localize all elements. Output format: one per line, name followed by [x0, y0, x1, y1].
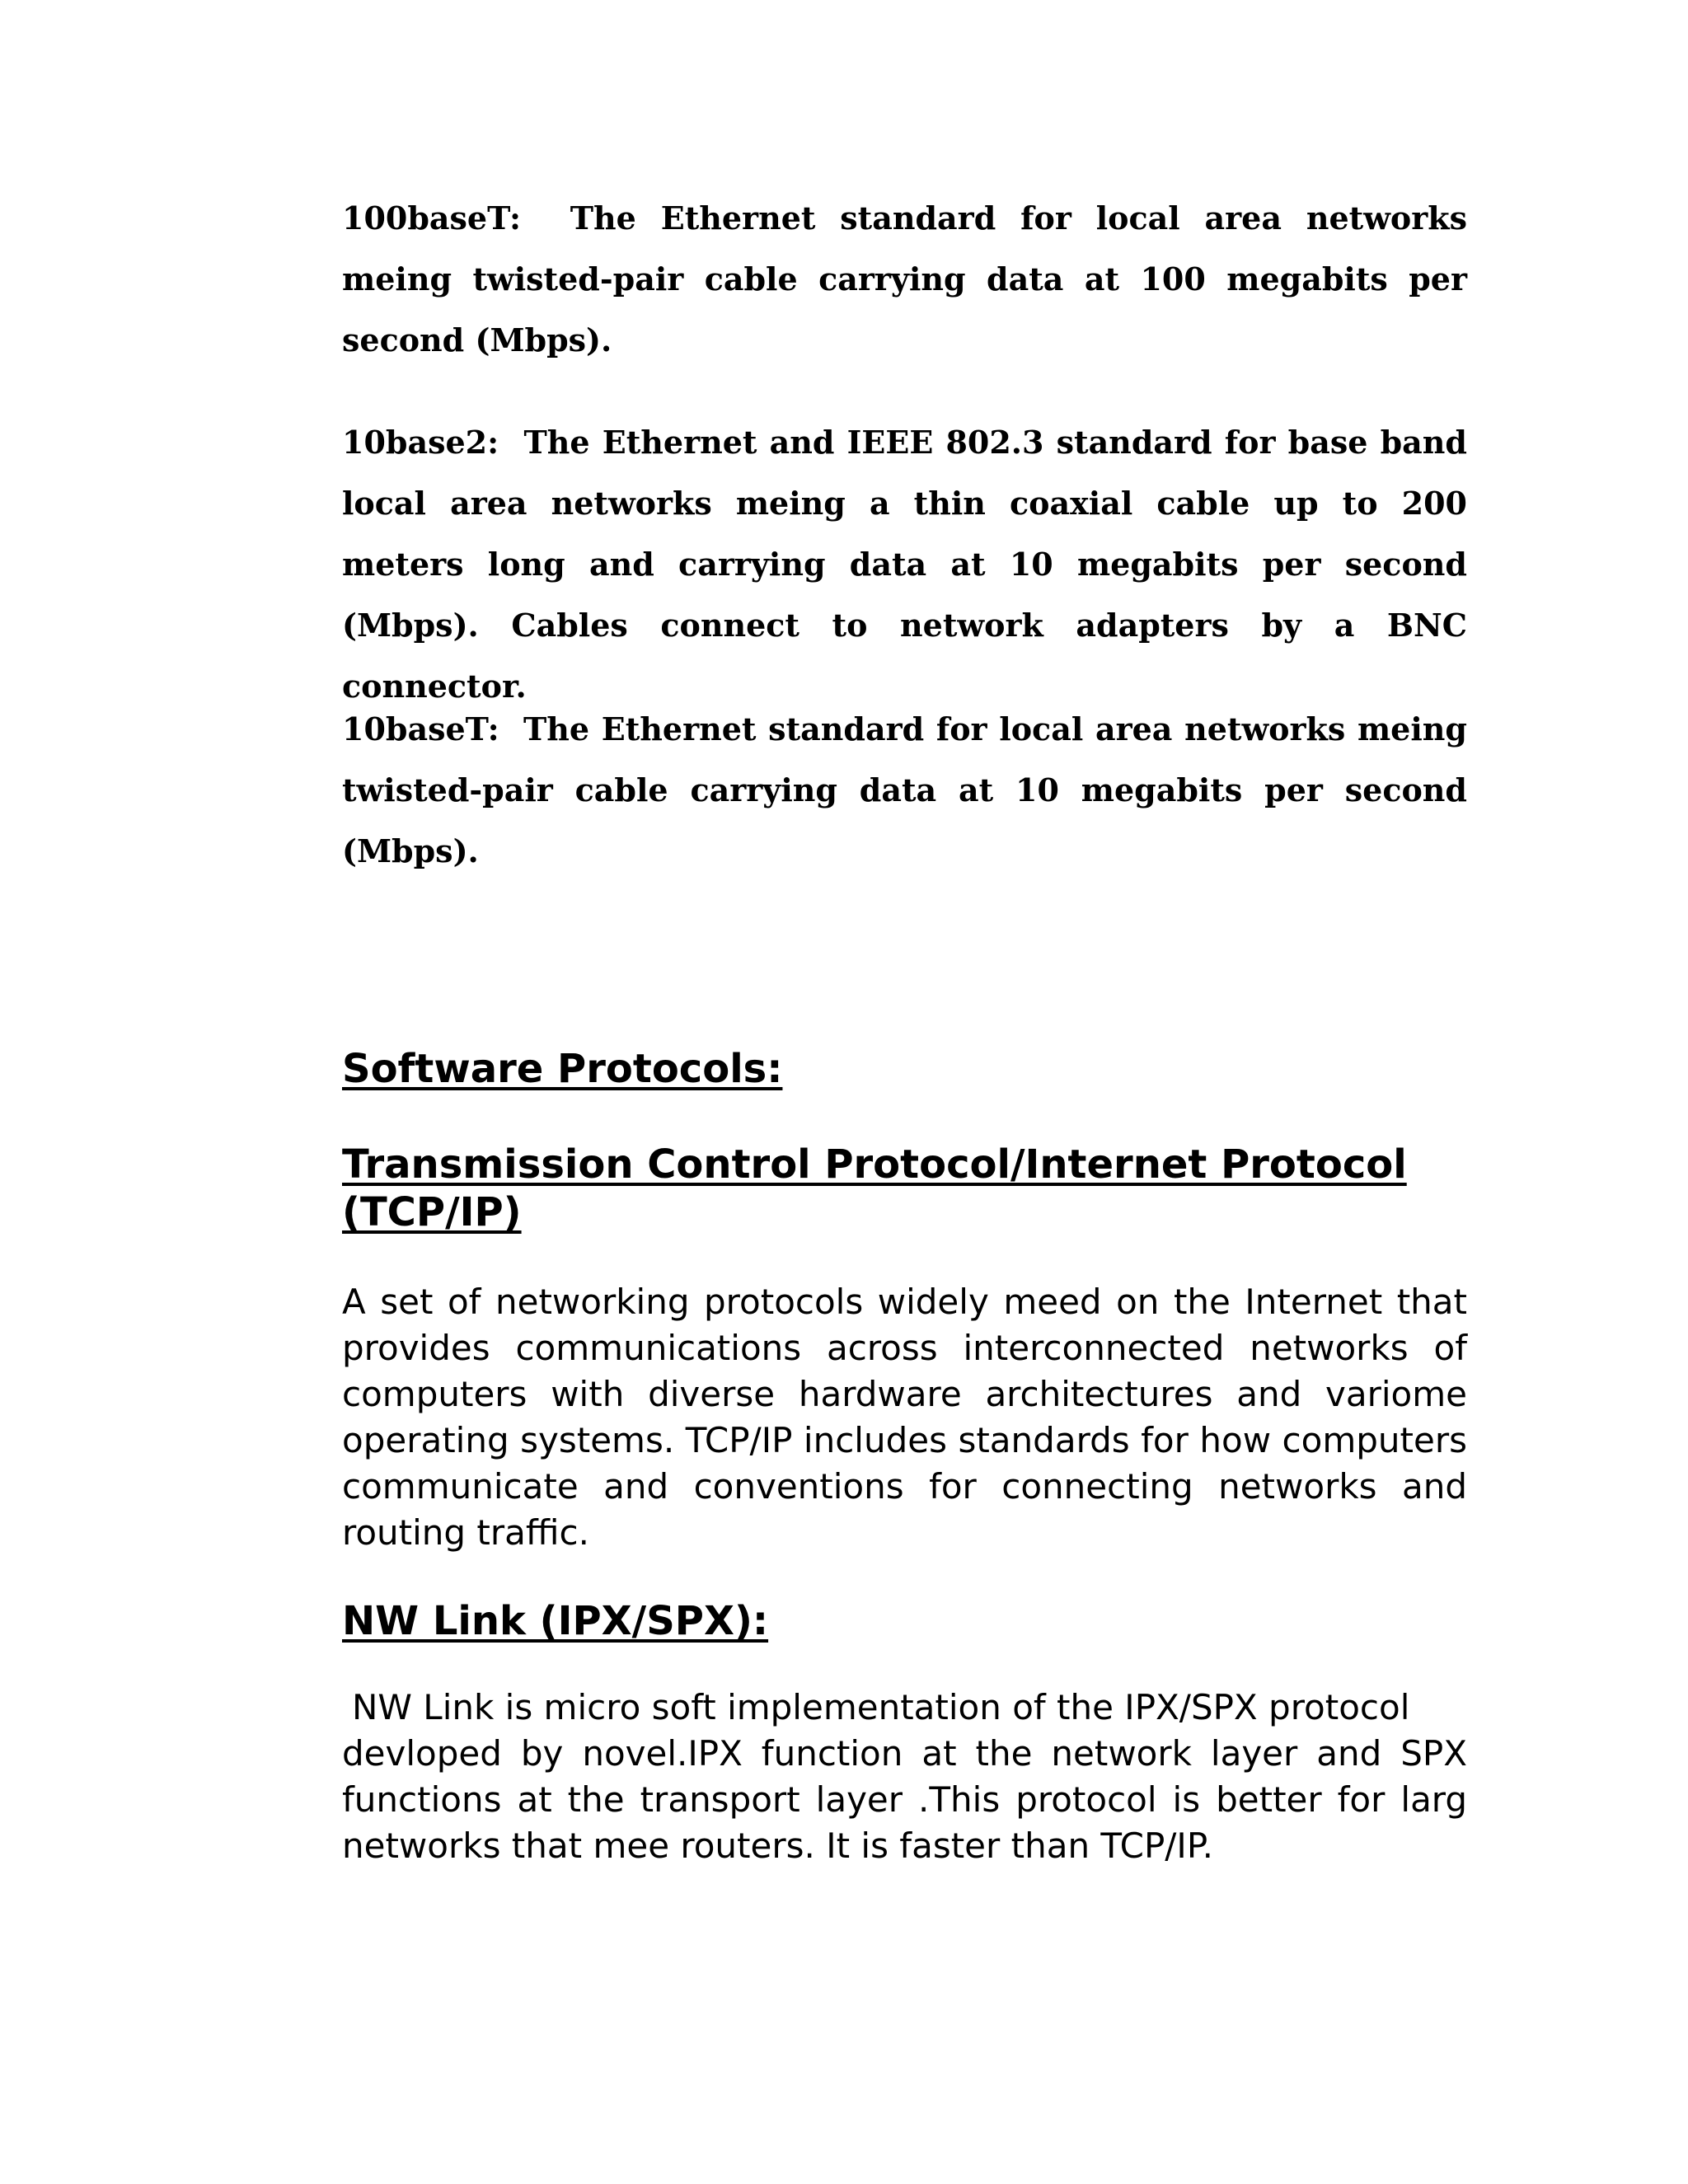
- nwlink-body-line1: NW Link is micro soft implementation of the IPX/SPX protocol: [352, 1687, 1410, 1727]
- nwlink-heading-block: [342, 1597, 1467, 1645]
- nwlink-body-rest: devloped by novel.IPX function at the network layer and SPX functions at the transport layer .This protocol is better for larg networks that mee routers. It is faster than TCP/IP.: [342, 1733, 1467, 1866]
- definition-term: 10base2:: [342, 424, 499, 461]
- software-protocols-section: [342, 1045, 1467, 1093]
- definition-term: 10baseT:: [342, 710, 499, 748]
- definition-text: The Ethernet standard for local area networks meing twisted-pair cable carrying data at 100 megabits per second (Mbps).: [342, 199, 1467, 359]
- definition-10base2: [342, 412, 1467, 717]
- section-heading: Software Protocols:: [342, 1046, 783, 1092]
- tcpip-heading-block: [342, 1141, 1467, 1236]
- definition-10baset: [342, 699, 1467, 882]
- definition-paragraph: [342, 412, 1467, 717]
- tcpip-heading-line2: (TCP/IP): [342, 1189, 522, 1235]
- definition-text: The Ethernet standard for local area networks meing twisted-pair cable carrying data at 10 megabits per second (Mbps).: [342, 710, 1467, 869]
- definition-term: 100baseT:: [342, 199, 522, 237]
- tcpip-heading-line1: Transmission Control Protocol/Internet Protocol: [342, 1141, 1407, 1188]
- definition-paragraph: [342, 188, 1467, 371]
- tcpip-heading: [342, 1141, 1467, 1236]
- nwlink-heading: NW Link (IPX/SPX):: [342, 1598, 769, 1644]
- nwlink-body-block: [342, 1685, 1467, 1869]
- definition-text: The Ethernet and IEEE 802.3 standard for base band local area networks meing a thin coaxial cable up to 200 meters long and carrying data at 10 megabits per second (Mbps). Cables connect to network adapters by a BNC connector.: [342, 424, 1467, 705]
- tcpip-body-block: [342, 1279, 1467, 1556]
- tcpip-body: A set of networking protocols widely meed on the Internet that provides communications across interconnected networks of computers with diverse hardware architectures and variome operating systems. TCP/IP includes standards for how computers communicate and conventions for connecting networks and routing traffic.: [342, 1282, 1467, 1553]
- definition-100baset: [342, 188, 1467, 371]
- definition-paragraph: [342, 699, 1467, 882]
